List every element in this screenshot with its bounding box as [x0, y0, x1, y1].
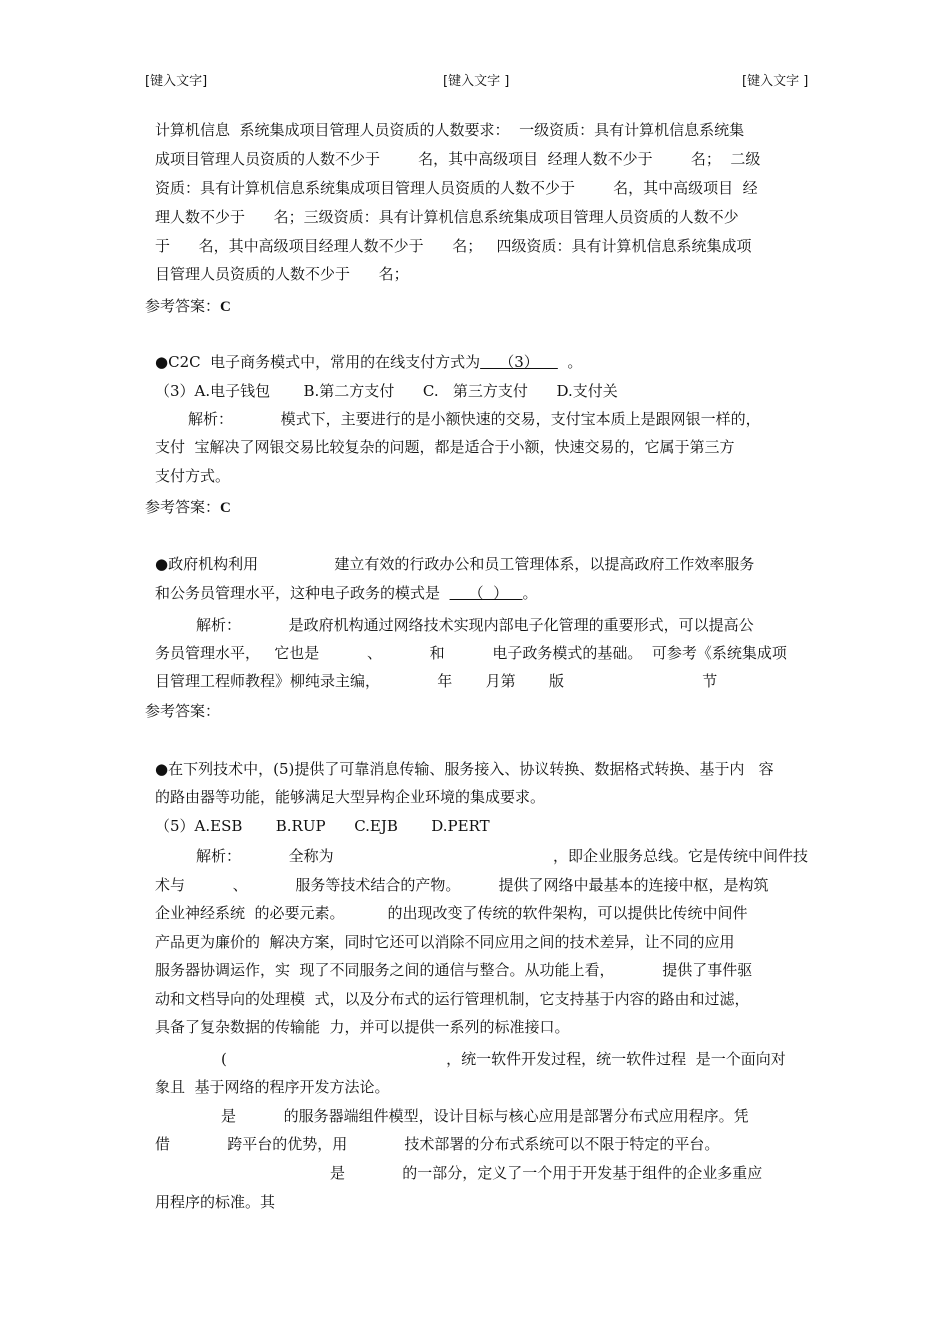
q4-pert-line: 用程序的标准。其 [155, 1193, 276, 1211]
q4-stem-line: ●在下列技术中，(5)提供了可靠消息传输、服务接入、协议转换、数据格式转换、基于内 容 [155, 760, 774, 778]
q4-rup-line: 象且 基于网络的程序开发方法论。 [155, 1078, 390, 1096]
q4-analysis-line: 产品更为廉价的 解决方案，同时它还可以消除不同应用之间的技术差异，让不同的应用 [155, 933, 735, 951]
header-center: [键入文字 ] [443, 74, 510, 89]
q2-answer [145, 497, 231, 518]
answer-value: C [220, 500, 231, 516]
q4-stem-line: 的路由器等功能，能够满足大型异构企业环境的集成要求。 [155, 788, 546, 806]
q3-analysis-line: 务员管理水平， 它也是 、 和 电子政务模式的基础。 可参考《系统集成项 [155, 644, 787, 662]
q4-analysis-line: 动和文档导向的处理模 式，以及分布式的运行管理机制，它支持基于内容的路由和过滤， [155, 990, 750, 1008]
q2-blank: （3） [480, 353, 558, 371]
q3-analysis-line: 解析： 是政府机构通过网络技术实现内部电子化管理的重要形式，可以提高公 [196, 616, 754, 634]
q3-answer [145, 701, 220, 721]
q3-blank: （ ） [449, 584, 523, 602]
answer-label: 参考答案： [145, 297, 221, 315]
q4-analysis-line: 企业神经系统 的必要元素。 的出现改变了传统的软件架构，可以提供比传统中间件 [155, 904, 748, 922]
q2-stem-prefix: ●C2C 电子商务模式中，常用的在线支付方式为 [155, 353, 481, 371]
q1-line: 目管理人员资质的人数不少于 名； [155, 265, 409, 283]
q2-stem-suffix: 。 [557, 353, 583, 371]
q2-analysis-line: 支付 宝解决了网银交易比较复杂的问题，都是适合于小额，快速交易的，它属于第三方 [155, 438, 735, 456]
q2-options: （3）A.电子钱包 B.第二方支付 C. 第三方支付 D.支付关 [155, 382, 618, 400]
q4-ejb-line: 是 的服务器端组件模型，设计目标与核心应用是部署分布式应用程序。凭 [221, 1107, 749, 1125]
q4-options: （5）A.ESB B.RUP C.EJB D.PERT [155, 817, 490, 835]
q2-stem [155, 352, 582, 372]
q4-rup-line: ( ，统一软件开发过程，统一软件过程 是一个面向对 [221, 1050, 786, 1068]
q3-stem-line: ●政府机构利用 建立有效的行政办公和员工管理体系，以提高政府工作效率服务 [155, 555, 755, 573]
q1-line: 理人数不少于 名；三级资质：具有计算机信息系统集成项目管理人员资质的人数不少 [155, 208, 739, 226]
q3-stem-prefix: 和公务员管理水平，这种电子政务的模式是 [155, 584, 450, 602]
q4-pert-line: 是 的一部分，定义了一个用于开发基于组件的企业多重应 [330, 1164, 763, 1182]
q2-analysis-line: 支付方式。 [155, 467, 231, 485]
q1-line: 成项目管理人员资质的人数不少于 名，其中高级项目 经理人数不少于 名； 二级 [155, 150, 761, 168]
q4-ejb-line: 借 跨平台的优势，用 技术部署的分布式系统可以不限于特定的平台。 [155, 1135, 720, 1153]
answer-value: C [220, 299, 231, 315]
q4-analysis-line: 术与 、 服务等技术结合的产物。 提供了网络中最基本的连接中枢，是构筑 [155, 876, 769, 894]
q1-line: 计算机信息 系统集成项目管理人员资质的人数要求： 一级资质：具有计算机信息系统集 [155, 121, 745, 139]
q3-stem-suffix: 。 [522, 584, 538, 602]
q3-analysis-line: 目管理工程师教程》柳纯录主编， 年 月第 版 节 [155, 672, 718, 690]
q4-analysis-line: 具备了复杂数据的传输能 力，并可以提供一系列的标准接口。 [155, 1018, 570, 1036]
q4-analysis-line: 服务器协调运作，实 现了不同服务之间的通信与整合。从功能上看， 提供了事件驱 [155, 961, 753, 979]
header-right: [键入文字 ] [742, 74, 809, 89]
q1-line: 于 名，其中高级项目经理人数不少于 名； 四级资质：具有计算机信息系统集成项 [155, 237, 752, 255]
q1-answer [145, 296, 231, 317]
q2-analysis-line: 解析： 模式下，主要进行的是小额快速的交易，支付宝本质上是跟网银一样的， [188, 410, 761, 428]
q4-analysis-line: 解析： 全称为 ，即企业服务总线。它是传统中间件技 [196, 847, 809, 865]
q1-line: 资质：具有计算机信息系统集成项目管理人员资质的人数不少于 名，其中高级项目 经 [155, 179, 758, 197]
header-left: [键入文字] [145, 74, 208, 89]
q3-stem-line [155, 583, 537, 603]
answer-label: 参考答案： [145, 498, 221, 516]
answer-label: 参考答案： [145, 702, 221, 720]
